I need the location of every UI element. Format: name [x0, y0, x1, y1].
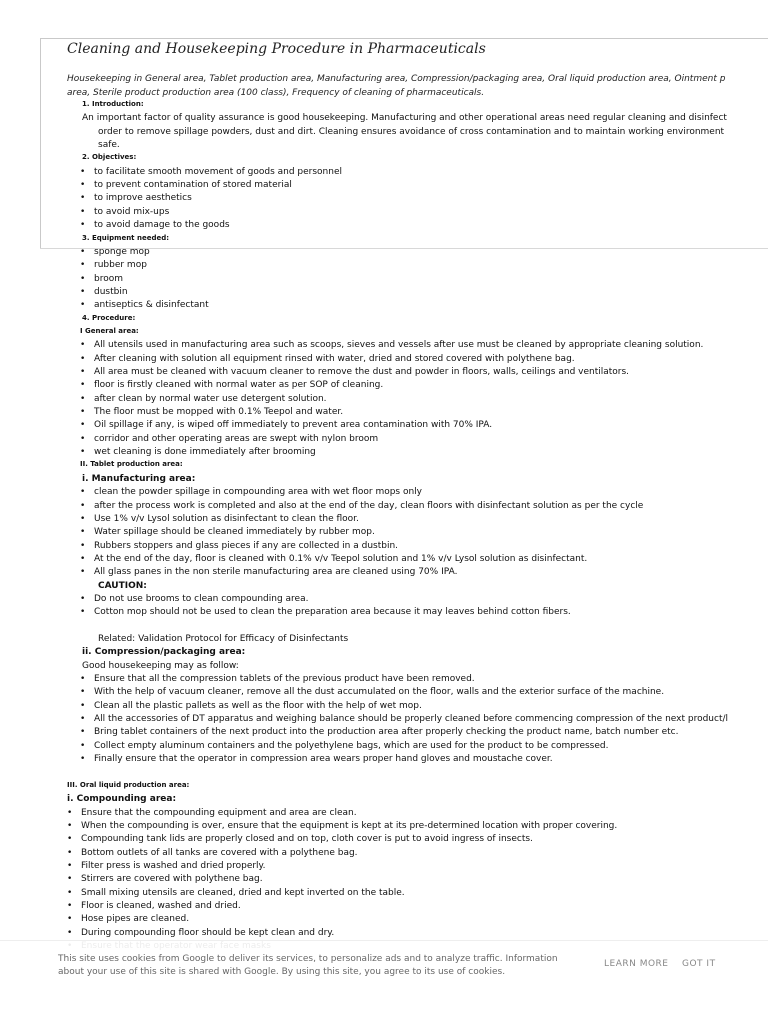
list-item	[80, 714, 728, 724]
bullet-icon: •	[80, 353, 86, 364]
list-item	[80, 594, 308, 604]
list-item-text: dustbin	[94, 286, 128, 297]
bullet-icon: •	[80, 340, 86, 351]
bullet-icon: •	[80, 166, 86, 177]
list-item-text: When the compounding is over, ensure that the equipment is kept at its pre-determined location with proper covering.	[81, 820, 618, 831]
list-item	[80, 687, 664, 697]
text-line: II. Tablet production area:	[80, 460, 183, 469]
bullet-icon: •	[67, 834, 73, 845]
bullet-icon: •	[67, 927, 73, 938]
list-item	[67, 874, 263, 884]
bullet-icon: •	[80, 727, 86, 738]
bullet-icon: •	[80, 367, 86, 377]
text-line: 3. Equipment needed:	[82, 233, 170, 242]
list-item	[67, 848, 358, 858]
list-item-text: Water spillage should be cleaned immediately by rubber mop.	[94, 527, 375, 538]
list-item-text: With the help of vacuum cleaner, remove all the dust accumulated on the floor, walls and the exterior surface of the machine.	[94, 687, 665, 698]
list-item-text: Clean all the plastic pallets as well as the floor with the help of wet mop.	[94, 700, 422, 711]
bullet-icon: •	[80, 540, 86, 551]
text-line: 2. Objectives:	[82, 153, 137, 162]
list-item-text: Oil spillage if any, is wiped off immediately to prevent area contamination with 70% IPA.	[94, 420, 493, 431]
list-item-text: to avoid damage to the goods	[94, 220, 230, 231]
text-line: An important factor of quality assurance is good housekeeping. Manufacturing and other operational areas need regular cleaning and disinfect	[82, 113, 727, 124]
list-item-text: sponge mop	[94, 246, 150, 257]
bullet-icon: •	[67, 901, 73, 911]
list-item	[80, 274, 123, 284]
list-item	[67, 861, 265, 871]
list-item-text: after clean by normal water use detergent solution.	[94, 393, 327, 404]
list-item-text: Bring tablet containers of the next product into the production area after properly checking the product name, batch number etc.	[94, 727, 679, 738]
list-item	[80, 367, 629, 377]
text-line: CAUTION:	[98, 580, 147, 591]
list-item-text: After cleaning with solution all equipment rinsed with water, dried and stored covered with polythene bag.	[94, 353, 575, 364]
bullet-icon: •	[67, 820, 73, 831]
list-item-text: Cotton mop should not be used to clean the preparation area because it may leaves behind cotton fibers.	[94, 607, 571, 618]
bullet-icon: •	[80, 500, 86, 511]
bullet-icon: •	[67, 887, 73, 898]
list-item-text: At the end of the day, floor is cleaned with 0.1% v/v Teepol solution and 1% v/v Lysol solution as disinfectant.	[94, 553, 588, 564]
list-item	[80, 380, 383, 390]
list-item	[80, 674, 475, 684]
list-item	[67, 821, 617, 831]
bullet-icon: •	[80, 273, 86, 284]
bullet-icon: •	[80, 527, 86, 538]
bullet-icon: •	[80, 193, 86, 204]
list-item	[80, 407, 343, 417]
text-line: ii. Compression/packaging area:	[82, 647, 246, 658]
list-item-text: Ensure that all the compression tablets of the previous product have been removed.	[94, 674, 475, 685]
list-item	[80, 434, 378, 444]
bullet-icon: •	[80, 220, 86, 231]
bullet-icon: •	[80, 700, 86, 711]
bullet-icon: •	[67, 914, 73, 925]
text-line: i. Manufacturing area:	[82, 473, 196, 484]
list-item	[67, 834, 533, 844]
bullet-icon: •	[80, 513, 86, 524]
list-item-text: to facilitate smooth movement of goods and personnel	[94, 166, 343, 177]
list-item-text: Ensure that the compounding equipment and area are clean.	[81, 807, 357, 818]
list-item-text: Bottom outlets of all tanks are covered with a polythene bag.	[81, 847, 358, 858]
bullet-icon: •	[80, 407, 86, 418]
text-line: 1. Introduction:	[82, 100, 144, 108]
bullet-icon: •	[67, 807, 73, 818]
text-line: Good housekeeping may as follow:	[82, 660, 239, 671]
list-item	[80, 300, 209, 310]
frame-border-left	[40, 38, 41, 248]
list-item	[80, 340, 703, 350]
list-item-text: to prevent contamination of stored material	[94, 180, 292, 191]
list-item-text: During compounding floor should be kept clean and dry.	[81, 927, 335, 938]
bullet-icon: •	[80, 260, 86, 271]
text-line: Related: Validation Protocol for Efficacy of Disinfectants	[98, 634, 349, 644]
bullet-icon: •	[80, 380, 86, 391]
list-item	[67, 888, 405, 898]
bullet-icon: •	[80, 393, 86, 404]
list-item	[80, 180, 292, 190]
list-item	[67, 928, 334, 938]
text-line: safe.	[98, 140, 120, 151]
bullet-icon: •	[67, 874, 73, 885]
list-item-text: All utensils used in manufacturing area such as scoops, sieves and vessels after use must be cleaned by appropriate cleaning solution.	[94, 340, 704, 351]
bullet-icon: •	[67, 847, 73, 858]
list-item-text: to improve aesthetics	[94, 193, 192, 204]
list-item-text: Stirrers are covered with polythene bag.	[81, 874, 263, 885]
bullet-icon: •	[80, 553, 86, 564]
list-item-text: All area must be cleaned with vacuum cleaner to remove the dust and powder in floors, walls, ceilings and ventilators.	[94, 367, 630, 377]
list-item-text: Finally ensure that the operator in compression area wears proper hand gloves and moustache cover.	[94, 754, 553, 765]
bullet-icon: •	[80, 714, 86, 725]
bullet-icon: •	[67, 860, 73, 871]
bullet-icon: •	[80, 206, 86, 217]
list-item-text: Compounding tank lids are properly closed and on top, cloth cover is put to avoid ingress of insects.	[81, 834, 533, 845]
intro-line-2: area, Sterile product production area (100 class), Frequency of cleaning of pharmaceuticals.	[67, 88, 485, 98]
bullet-icon: •	[80, 246, 86, 257]
got-it-button[interactable]: GOT IT	[682, 959, 716, 969]
list-item	[80, 207, 169, 217]
list-item	[80, 701, 422, 711]
list-item	[67, 808, 357, 818]
list-item	[80, 167, 342, 177]
text-line: III. Oral liquid production area:	[67, 780, 190, 789]
list-item-text: The floor must be mopped with 0.1% Teepol and water.	[94, 407, 344, 418]
list-item	[80, 754, 553, 764]
list-item-text: Floor is cleaned, washed and dried.	[81, 901, 241, 911]
bullet-icon: •	[80, 567, 86, 578]
list-item-text: broom	[94, 273, 123, 284]
bullet-icon: •	[80, 593, 86, 604]
list-item-text: rubber mop	[94, 260, 147, 271]
bullet-icon: •	[80, 300, 86, 311]
list-item-text: Use 1% v/v Lysol solution as disinfectant to clean the floor.	[94, 513, 359, 524]
bullet-icon: •	[80, 180, 86, 191]
bullet-icon: •	[80, 286, 86, 297]
list-item-text: clean the powder spillage in compounding area with wet floor mops only	[94, 487, 423, 498]
list-item	[67, 914, 189, 924]
document-intro	[67, 72, 767, 100]
list-item-text: after the process work is completed and also at the end of the day, clean floors with disinfectant solution as per the cycle	[94, 500, 644, 511]
cookie-consent-bar	[0, 940, 768, 1024]
list-item	[80, 193, 192, 203]
list-item-text: to avoid mix-ups	[94, 206, 170, 217]
list-item	[67, 901, 241, 911]
list-item-text: Collect empty aluminum containers and the polyethylene bags, which are used for the product to be compressed.	[94, 740, 609, 751]
bullet-icon: •	[80, 433, 86, 444]
bullet-icon: •	[80, 447, 86, 458]
bullet-icon: •	[80, 420, 86, 431]
list-item-text: corridor and other operating areas are swept with nylon broom	[94, 433, 379, 444]
text-line: order to remove spillage powders, dust and dirt. Cleaning ensures avoidance of cross contamination and to maintain working environment	[98, 126, 725, 137]
frame-border-top	[40, 38, 768, 39]
list-item	[80, 287, 128, 297]
list-item-text: Do not use brooms to clean compounding area.	[94, 593, 309, 604]
list-item-text: floor is firstly cleaned with normal water as per SOP of cleaning.	[94, 380, 384, 391]
list-item	[80, 260, 147, 270]
list-item-text: Rubbers stoppers and glass pieces if any are collected in a dustbin.	[94, 540, 399, 551]
list-item-text: Filter press is washed and dried properly.	[81, 860, 266, 871]
list-item-text: All the accessories of DT apparatus and weighing balance should be properly cleaned before commencing compression of the next product/l	[94, 714, 729, 725]
list-item	[80, 554, 587, 564]
bullet-icon: •	[80, 754, 86, 765]
list-item	[80, 727, 678, 737]
list-item	[80, 501, 643, 511]
list-item	[80, 541, 398, 551]
list-item	[80, 527, 375, 537]
list-item	[80, 247, 150, 257]
bullet-icon: •	[80, 674, 86, 685]
list-item	[80, 394, 327, 404]
list-item	[80, 447, 316, 457]
text-line: i. Compounding area:	[67, 794, 177, 805]
text-line: 4. Procedure:	[82, 313, 136, 322]
list-item-text: wet cleaning is done immediately after brooming	[94, 447, 316, 458]
intro-line-1: Housekeeping in General area, Tablet production area, Manufacturing area, Compression/packaging area, Oral liquid production area, Ointment p	[67, 74, 726, 84]
bullet-icon: •	[80, 740, 86, 751]
list-item	[80, 741, 609, 751]
list-item	[80, 220, 230, 230]
list-item	[80, 354, 575, 364]
list-item-text: All glass panes in the non sterile manufacturing area are cleaned using 70% IPA.	[94, 567, 458, 578]
document-title: Cleaning and Housekeeping Procedure in Pharmaceuticals	[67, 41, 486, 57]
list-item-text: Hose pipes are cleaned.	[81, 914, 190, 925]
list-item-text: Small mixing utensils are cleaned, dried and kept inverted on the table.	[81, 887, 405, 898]
bullet-icon: •	[80, 607, 86, 618]
list-item	[80, 607, 571, 617]
bullet-icon: •	[80, 687, 86, 698]
list-item	[80, 567, 457, 577]
text-line: I General area:	[80, 326, 139, 335]
list-item-text: antiseptics & disinfectant	[94, 300, 209, 311]
bullet-icon: •	[80, 487, 86, 498]
list-item	[80, 514, 359, 524]
cookie-notice-text: This site uses cookies from Google to deliver its services, to personalize ads and to analyze traffic. Information about your use of this site is shared with Google. By using this site, you agree to its use of cookies.	[58, 954, 558, 977]
list-item	[80, 487, 422, 497]
list-item	[80, 420, 492, 430]
learn-more-button[interactable]: LEARN MORE	[604, 959, 669, 969]
